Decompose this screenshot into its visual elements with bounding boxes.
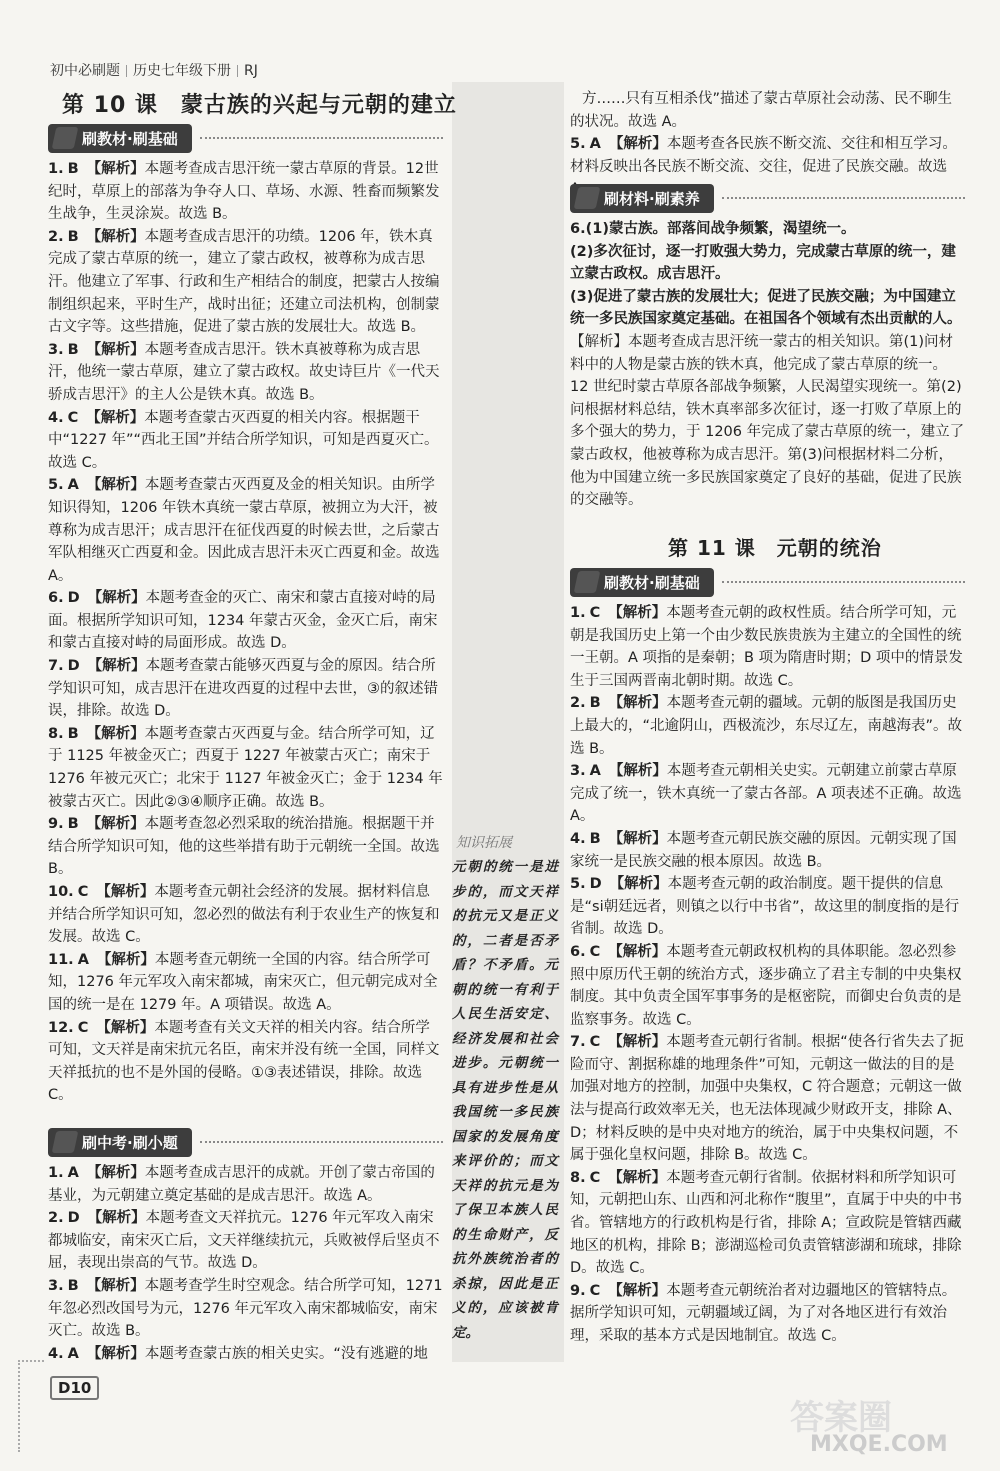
answer-num: 2.: [570, 695, 586, 712]
answer-tag: 【解析】: [608, 943, 667, 960]
answer-text: 本题考查学生时空观念。结合所学可知，1271 年忽必烈改国号为元，1276 年元军攻入南宋都城临安，南宋灭亡。故选 B。: [48, 1277, 443, 1340]
right-column-bottom: [570, 602, 965, 1348]
answer-item: [570, 1167, 965, 1280]
watermark-text: 答案圈: [790, 1398, 892, 1438]
answer-tag: 【解析】: [608, 605, 667, 621]
answer-num: 1.: [48, 1165, 64, 1181]
q6-answer-3: (3)促进了蒙古族的发展壮大；促进了民族交融；为中国建立统一多民族国家奠定基础。在祖国各个领域有杰出贡献的人。: [570, 288, 962, 328]
answer-num: 12.: [48, 1019, 74, 1036]
answer-item: [48, 881, 443, 949]
q6-answer-1: 6.(1)蒙古族。部落间战争频繁，渴望统一。: [570, 221, 856, 237]
answer-text: 本题考查元朝相关史实。元朝建立前蒙古草原完成了统一，铁木真统一了蒙古各部。A 项表述不正确。故选 A。: [570, 763, 962, 825]
answer-ans: B: [67, 725, 79, 742]
answer-num: 3.: [48, 1277, 64, 1294]
question-6: [570, 218, 965, 512]
answer-text: 本题考查元朝统治者对边疆地区的管辖特点。据所学知识可知，元朝疆域辽阔，为了对各地区进行有效治理，采取的基本方式是因地制宜。故选 C。: [570, 1282, 957, 1344]
running-header: [50, 60, 258, 80]
answer-ans: C: [77, 884, 89, 900]
section-header-3: [570, 182, 965, 214]
answer-num: 1.: [570, 605, 586, 621]
answer-text: 本题考查元朝民族交融的原因。元朝实现了国家统一是民族交融的根本原因。故选 B。: [570, 830, 957, 870]
answer-ans: D: [589, 876, 602, 893]
answer-item: [570, 88, 965, 133]
answer-text: 本题考查元朝统一全国的内容。结合所学可知，1276 年元军攻入南宋都城，南宋灭亡，但元朝完成对全国的统一是在 1279 年。A 项错误。故选 A。: [48, 951, 438, 1013]
left-column-bottom: [48, 1162, 443, 1365]
q6-answer-2: (2)多次征讨，逐一打败强大势力，完成蒙古草原的统一，建立蒙古政权。成吉思汗。: [570, 243, 956, 283]
answer-text: 本题考查元朝行省制。根据“使各行省失去了扼险而守、割据称雄的地理条件”可知，元朝这一做法的目的是加强对地方的控制，加强中央集权，C 符合题意；元朝这一做法与提高行政效率无关，也无法体现减少财政开支，排除 A、D；材料反映的是中央对地方的统治，属于中央集权问题，不属于强化皇权问题，排除 B。故选 C。: [570, 1034, 964, 1164]
answer-ans: A: [67, 1345, 79, 1362]
answer-text: 本题考查成吉思汗的功绩。1206 年，铁木真完成了蒙古草原的统一，建立了蒙古政权，被尊称为成吉思汗。他建立了军事、行政和生产相结合的制度，把蒙古人按编制组织起来，平时生产，战时出征；还建立司法机构，创制蒙古文字等。这些措施，促进了蒙古族的发展壮大。故选 B。: [48, 228, 440, 336]
answer-tag: 【解析】: [87, 658, 146, 675]
answer-item: [48, 339, 443, 407]
answer-ans: B: [67, 341, 79, 358]
answer-num: 1.: [48, 161, 64, 177]
answer-text: 本题考查忽必烈采取的统治措施。根据题干并结合所学知识可知，他的这些举措有助于元朝统一全国。故选 B。: [48, 816, 440, 878]
answer-tag: 【解析】: [608, 695, 667, 712]
answer-item: [48, 1275, 443, 1343]
book-name: 初中必刷题: [50, 63, 120, 79]
answer-num: 8.: [48, 725, 64, 742]
answer-ans: B: [589, 695, 601, 712]
answer-text: 本题考查成吉思汗。铁木真被尊称为成吉思汗，他统一蒙古草原，建立了蒙古政权。故史诗巨片《一代天骄成吉思汗》的主人公是铁木真。故选 B。: [48, 341, 440, 403]
answer-item: [48, 813, 443, 881]
section-header-2: [48, 1126, 443, 1158]
answer-item: [570, 873, 965, 941]
answer-num: 10.: [48, 884, 74, 900]
answer-num: 2.: [48, 1210, 64, 1227]
answer-tag: 【解析】: [96, 1019, 155, 1036]
watermark-url: MXQE.COM: [810, 1432, 948, 1457]
answer-text: 本题考查元朝行省制。依据材料和所学知识可知，元朝把山东、山西和河北称作“腹里”，直属于中央的中书省。管辖地方的行政机构是行省，排除 A；宣政院是管辖西藏地区的机构，排除 B；澎湖巡检司负责管辖澎湖和琉球，排除 D。故选 C。: [570, 1169, 963, 1277]
answer-text: 本题考查蒙古灭西夏及金的相关知识。由所学知识得知，1206 年铁木真统一蒙古草原，被拥立为大汗，被尊称为成吉思汗；成吉思汗在征伐西夏的时候去世，之后蒙古军队相继灭亡西夏和金。因此成吉思汗未灭亡西夏和金。故选 A。: [48, 477, 440, 584]
answer-item: [570, 1280, 965, 1348]
answer-ans: A: [77, 951, 89, 968]
answer-item: [48, 474, 443, 587]
answer-tag: 【解析】: [608, 136, 667, 153]
answer-item: [48, 655, 443, 723]
answer-num: 8.: [570, 1169, 586, 1186]
section-header-4: [570, 566, 965, 598]
section-label: 刷教材·刷基础: [570, 568, 714, 597]
answer-ans: C: [589, 1169, 601, 1186]
answer-item: [48, 407, 443, 475]
corner-decoration: [18, 1360, 44, 1452]
sidebar-title: 知识拓展: [456, 835, 512, 851]
sidebar-text: 元朝的统一是进步的，而文天祥的抗元又是正义的，二者是否矛盾？不矛盾。元朝的统一有利于人民生活安定、经济发展和社会进步。元朝统一具有进步性是从我国统一多民族国家的发展角度来评价的；而文天祥的抗元是为了保卫本族人民的生命财产，反抗外族统治者的杀掠，因此是正义的，应该被肯定。: [452, 859, 558, 1341]
lesson-10-title: 第 10 课 蒙古族的兴起与元朝的建立: [62, 93, 457, 118]
answer-ans: C: [589, 1034, 601, 1051]
answer-ans: B: [67, 161, 79, 177]
answer-text: 本题考查蒙古能够灭西夏与金的原因。结合所学知识可知，成吉思汗在进攻西夏的过程中去世，③的叙述错误，排除。故选 D。: [48, 658, 438, 720]
answer-item: [48, 587, 443, 655]
answer-ans: C: [589, 1282, 601, 1299]
answer-tag: 【解析】: [608, 1169, 667, 1186]
answer-num: 3.: [570, 763, 586, 780]
answer-text: 本题考查各民族不断交流、交往和相互学习。材料反映出各民族不断交流、交往，促进了民族交融。故选: [570, 136, 957, 175]
answer-item: [48, 158, 443, 226]
answer-text: 本题考查元朝的政权性质。结合所学可知，元朝是我国历史上第一个由少数民族贵族为主建立的全国性的统一王朝。A 项指的是秦朝；B 项为隋唐时期；D 项中的情景发生于三国两晋南北朝时期。故选 C。: [570, 605, 963, 689]
answer-item: [570, 692, 965, 760]
answer-num: 5.: [570, 876, 586, 893]
answer-tag: 【解析】: [86, 409, 145, 426]
answer-tag: 【解析】: [608, 830, 667, 847]
answer-ans: D: [67, 658, 80, 675]
answer-num: 11.: [48, 951, 74, 968]
answer-ans: B: [67, 816, 79, 833]
answer-text: 本题考查元朝的疆域。元朝的版图是我国历史上最大的，“北逾阴山，西极流沙，东尽辽左，南越海表”。故选 B。: [570, 695, 963, 757]
answer-tag: 【解析】: [608, 763, 667, 780]
answer-tag: 【解析】: [96, 951, 155, 968]
answer-text: 本题考查文天祥抗元。1276 年元军攻入南宋都城临安，南宋灭亡后，文天祥继续抗元，兵败被俘后坚贞不屈，表现出崇高的气节。故选 D。: [48, 1210, 440, 1272]
page-number: D10: [50, 1376, 99, 1400]
answer-tag: 【解析】: [86, 161, 145, 177]
answer-num: 4.: [48, 1345, 64, 1362]
left-column: [48, 158, 443, 1107]
section-label: 刷材料·刷素养: [570, 184, 714, 213]
answer-text: 本题考查元朝的政治制度。题干提供的信息是“si朝廷远者，则镇之以行中书省”，故这里的制度指的是行省制。故选 D。: [570, 876, 960, 938]
answer-text: 本题考查有关文天祥的相关内容。结合所学可知，文天祥是南宋抗元名臣，南宋并没有统一全国，同样文天祥抵抗的也不是外国的侵略。①③表述错误，排除。故选 C。: [48, 1019, 440, 1104]
answer-tag: 【解析】: [86, 477, 145, 494]
answer-tag: 【解析】: [86, 228, 145, 245]
answer-tag: 【解析】: [96, 884, 155, 900]
section-label: 刷教材·刷基础: [48, 124, 192, 153]
answer-num: 6.: [570, 943, 586, 960]
answer-ans: B: [67, 1277, 79, 1294]
answer-num: 7.: [48, 658, 64, 675]
answer-tag: 【解析】: [608, 1282, 667, 1299]
answer-item: [570, 602, 965, 692]
answer-num: 6.: [48, 590, 64, 607]
answer-num: 2.: [48, 228, 64, 245]
answer-ans: B: [67, 228, 79, 245]
answer-text: 本题考查蒙古族的相关史实。“没有逃避的地: [144, 1345, 428, 1362]
answer-item: [48, 1017, 443, 1107]
section-label: 刷中考·刷小题: [48, 1128, 192, 1157]
answer-ans: B: [589, 830, 601, 847]
answer-text: 本题考查成吉思汗统一蒙古草原的背景。12世纪时，草原上的部落为争夺人口、草场、水源、牲畜而频繁发生战争，生灵涂炭。故选 B。: [48, 161, 440, 223]
answer-item: [570, 760, 965, 828]
answer-tag: 【解析】: [86, 725, 145, 742]
answer-text: 本题考查蒙古灭西夏的相关内容。根据题干中“1227 年”“西北王国”并结合所学知识，可知是西夏灭亡。故选 C。: [48, 409, 439, 471]
answer-ans: A: [67, 1165, 79, 1181]
answer-num: 9.: [48, 816, 64, 833]
answer-num: 3.: [48, 341, 64, 358]
answer-item: [570, 828, 965, 873]
answer-text: 方……只有互相杀伐”描述了蒙古草原社会动荡、民不聊生的状况。故选 A。: [570, 91, 953, 130]
answer-tag: 【解析】: [86, 341, 145, 358]
answer-item: [48, 1343, 443, 1366]
answer-text: 本题考查蒙古灭西夏与金。结合所学可知，辽于 1125 年被金灭亡；西夏于 1227 年被蒙古灭亡；南宋于 1276 年被元灭亡；北宋于 1127 年被金灭亡；金于 1234 年被蒙古灭亡。因此②③④顺序正确。故选 B。: [48, 725, 443, 810]
answer-ans: C: [589, 943, 601, 960]
answer-item: [570, 941, 965, 1031]
answer-ans: A: [67, 477, 79, 494]
answer-tag: 【解析】: [87, 590, 146, 607]
answer-text: 本题考查元朝政权机构的具体职能。忽必烈参照中原历代王朝的统治方式，逐步确立了君主专制的中央集权制度。其中负责全国军事事务的是枢密院，而御史台负责的是监察事务。故选 C。: [570, 943, 962, 1028]
answer-ans: C: [67, 409, 79, 426]
answer-ans: A: [589, 763, 601, 780]
subject-name: 历史七年级下册: [133, 63, 231, 79]
answer-num: 5.: [48, 477, 64, 494]
answer-tag: 【解析】: [86, 1345, 145, 1362]
answer-num: 4.: [570, 830, 586, 847]
lesson-11-title: 第 11 课 元朝的统治: [668, 536, 882, 560]
answer-tag: 【解析】: [86, 1165, 145, 1181]
answer-item: [48, 226, 443, 339]
answer-ans: A: [589, 136, 601, 153]
answer-tag: 【解析】: [86, 1277, 145, 1294]
answer-tag: 【解析】: [86, 816, 145, 833]
answer-ans: C: [77, 1019, 89, 1036]
q6-explanation: 【解析】本题考查成吉思汗统一蒙古的相关知识。第(1)问材料中的人物是蒙古族的铁木真，他完成了蒙古草原的统一。12 世纪时蒙古草原各部战争频繁，人民渴望实现统一。第(2)问根据材料总结，铁木真率部多次征讨，逐一打败了草原上的多个强大的势力，于 1206 年完成了蒙古草原的统一，建立了蒙古政权，他被尊称为成吉思汗。第(3)问根据材料二分析，他为中国建立统一多民族国家奠定了良好的基础，促进了民族的交融等。: [570, 333, 965, 509]
answer-item: [48, 723, 443, 813]
answer-ans: C: [589, 605, 601, 621]
answer-text: 本题考查金的灭亡、南宋和蒙古直接对峙的局面。根据所学知识可知，1234 年蒙古灭金，金灭亡后，南宋和蒙古直接对峙的局面形成。故选 D。: [48, 590, 438, 652]
answer-num: 4.: [48, 409, 64, 426]
answer-tag: 【解析】: [87, 1210, 146, 1227]
answer-num: 7.: [570, 1034, 586, 1051]
answer-tag: 【解析】: [609, 876, 668, 893]
answer-text: 本题考查元朝社会经济的发展。据材料信息并结合所学知识可知，忽必烈的做法有利于农业生产的恢复和发展。故选 C。: [48, 884, 440, 946]
answer-tag: 【解析】: [608, 1034, 667, 1051]
section-header-1: [48, 122, 443, 154]
answer-item: [48, 1207, 443, 1275]
answer-num: 5.: [570, 136, 586, 153]
answer-ans: D: [67, 1210, 80, 1227]
answer-item: [48, 949, 443, 1017]
answer-ans: D: [67, 590, 80, 607]
edition-tag: RJ: [244, 63, 258, 79]
answer-item: [48, 1162, 443, 1207]
answer-text: 本题考查成吉思汗的成就。开创了蒙古帝国的基业，为元朝建立奠定基础的是成吉思汗。故选 A。: [48, 1165, 435, 1204]
answer-item: [570, 1031, 965, 1167]
answer-num: 9.: [570, 1282, 586, 1299]
